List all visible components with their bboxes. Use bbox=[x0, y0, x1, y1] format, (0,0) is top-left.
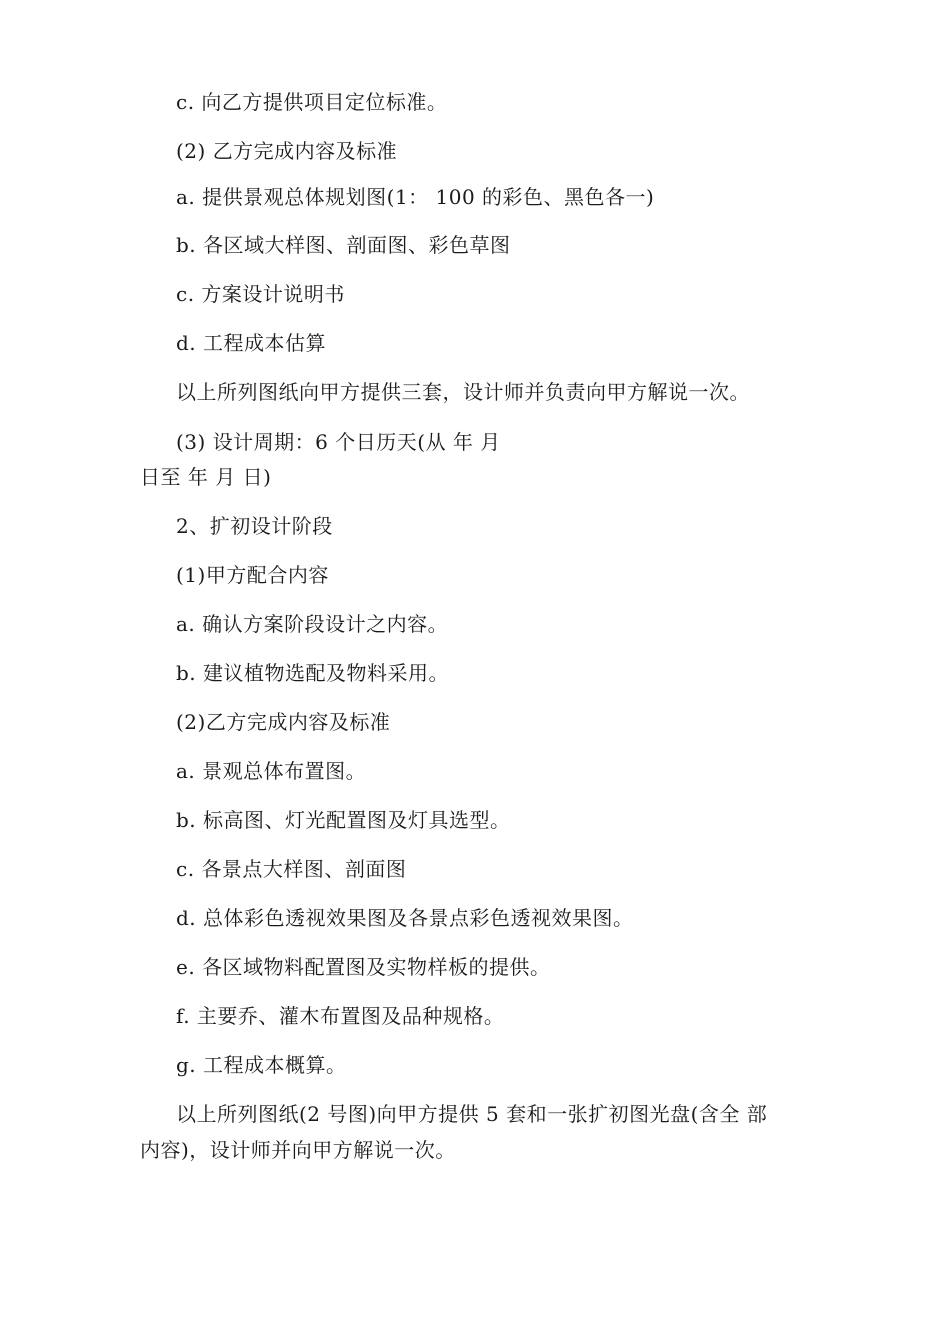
text-line-design-period-cont: 日至 年 月 日) bbox=[140, 465, 272, 489]
text-line-prelim-a: a. 景观总体布置图。 bbox=[176, 759, 367, 783]
text-line-prelim-e: e. 各区域物料配置图及实物样板的提供。 bbox=[176, 955, 551, 979]
text-line-party-a-heading: (1)甲方配合内容 bbox=[176, 563, 329, 587]
section-heading-preliminary-design: 2、扩初设计阶段 bbox=[176, 514, 333, 538]
text-line-prelim-g: g. 工程成本概算。 bbox=[176, 1053, 347, 1077]
text-line-party-b-heading: (2) 乙方完成内容及标准 bbox=[176, 139, 398, 163]
text-line-party-a-b: b. 建议植物选配及物料采用。 bbox=[176, 661, 450, 685]
text-line-prelim-summary: 以上所列图纸(2 号图)向甲方提供 5 套和一张扩初图光盘(含全 部 bbox=[176, 1102, 768, 1126]
text-line-party-b-heading-2: (2)乙方完成内容及标准 bbox=[176, 710, 391, 734]
text-line-prelim-summary-cont: 内容)，设计师并向甲方解说一次。 bbox=[140, 1138, 456, 1162]
text-line-plan-b-b: b. 各区域大样图、剖面图、彩色草图 bbox=[176, 233, 511, 257]
text-line-design-period: (3) 设计周期：6 个日历天(从 年 月 bbox=[176, 430, 501, 454]
text-line-prelim-b: b. 标高图、灯光配置图及灯具选型。 bbox=[176, 808, 511, 832]
text-line-prelim-f: f. 主要乔、灌木布置图及品种规格。 bbox=[176, 1004, 505, 1028]
text-line-party-a-a: a. 确认方案阶段设计之内容。 bbox=[176, 612, 449, 636]
text-line-prelim-c: c. 各景点大样图、剖面图 bbox=[176, 857, 407, 881]
text-line-plan-c: c. 向乙方提供项目定位标准。 bbox=[176, 90, 448, 114]
text-line-plan-b-c: c. 方案设计说明书 bbox=[176, 282, 345, 306]
text-line-plan-b-a: a. 提供景观总体规划图(1： 100 的彩色、黑色各一) bbox=[176, 185, 655, 209]
text-line-plan-summary: 以上所列图纸向甲方提供三套，设计师并负责向甲方解说一次。 bbox=[176, 380, 750, 404]
text-line-prelim-d: d. 总体彩色透视效果图及各景点彩色透视效果图。 bbox=[176, 906, 634, 930]
text-line-plan-b-d: d. 工程成本估算 bbox=[176, 331, 327, 355]
